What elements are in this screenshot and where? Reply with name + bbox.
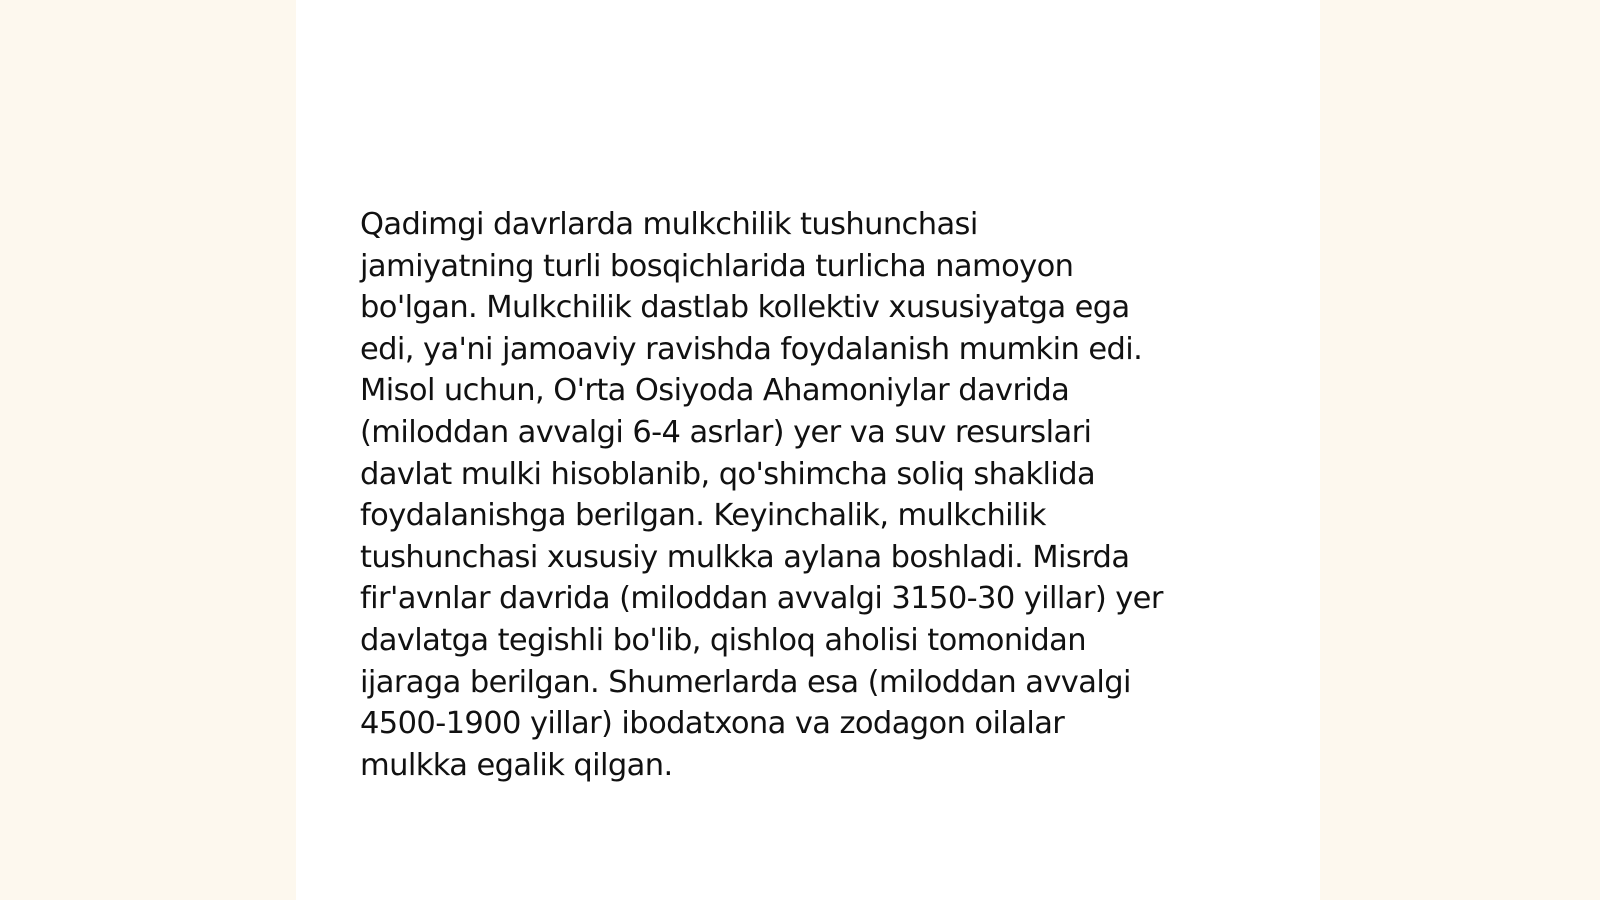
text-line: ijaraga berilgan. Shumerlarda esa (miloddan avvalgi bbox=[360, 664, 1131, 700]
text-line: tushunchasi xususiy mulkka aylana boshladi. Misrda bbox=[360, 539, 1130, 575]
text-line: mulkka egalik qilgan. bbox=[360, 747, 673, 783]
text-line: foydalanishga berilgan. Keyinchalik, mulkchilik bbox=[360, 498, 1046, 534]
text-line: edi, ya'ni jamoaviy ravishda foydalanish mumkin edi. bbox=[360, 331, 1143, 367]
text-line: davlat mulki hisoblanib, qo'shimcha soliq shaklida bbox=[360, 456, 1096, 492]
text-line: davlatga tegishli bo'lib, qishloq aholisi tomonidan bbox=[360, 622, 1087, 658]
text-line: (miloddan avvalgi 6-4 asrlar) yer va suv resurslari bbox=[360, 414, 1092, 450]
text-line: fir'avnlar davrida (miloddan avvalgi 3150-30 yillar) yer bbox=[360, 581, 1163, 617]
text-line: 4500-1900 yillar) ibodatxona va zodagon oilalar bbox=[360, 706, 1065, 742]
text-line: bo'lgan. Mulkchilik dastlab kollektiv xususiyatga ega bbox=[360, 290, 1130, 326]
text-line: jamiyatning turli bosqichlarida turlicha namoyon bbox=[360, 248, 1074, 284]
document-page bbox=[296, 0, 1320, 900]
text-line: Misol uchun, O'rta Osiyoda Ahamoniylar davrida bbox=[360, 373, 1070, 409]
body-paragraph bbox=[360, 204, 1240, 786]
text-line: Qadimgi davrlarda mulkchilik tushunchasi bbox=[360, 207, 978, 242]
